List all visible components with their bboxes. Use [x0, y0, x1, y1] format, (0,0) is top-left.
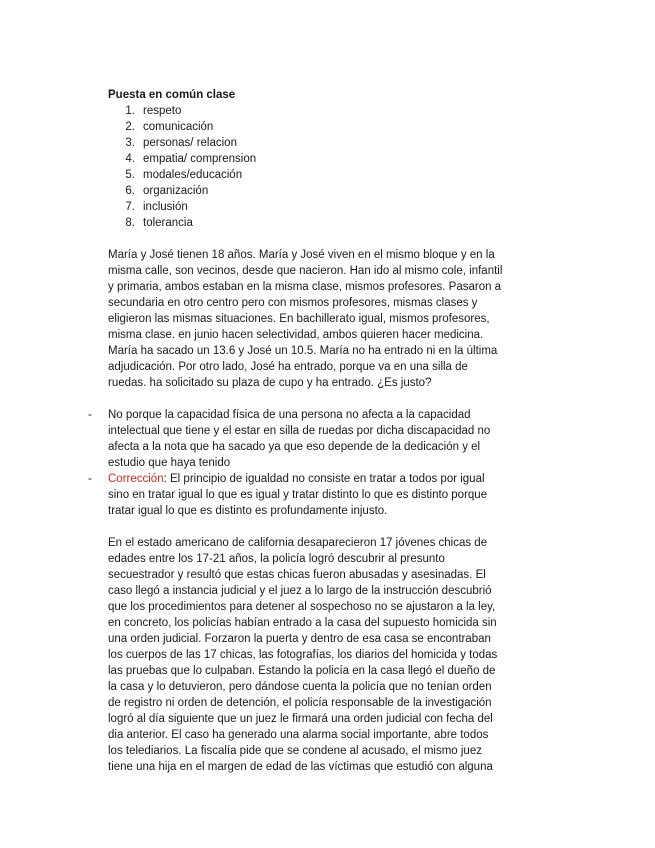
list-item	[108, 183, 256, 199]
paragraph-line: la casa y lo detuvieron, pero dándose cuenta la policía que no tenían orden	[108, 681, 492, 693]
list-number: 6.	[125, 185, 135, 197]
paragraph-line: en concreto, los policías habían entrado a la casa del supuesto homicida sin	[108, 617, 497, 629]
list-item	[108, 119, 256, 135]
paragraph-line: secuestrador y resultó que estas chicas fueron abusadas y asesinadas. El	[108, 569, 486, 581]
bullet-text	[108, 471, 508, 519]
bullet-line: estudio que haya tenido	[108, 457, 231, 469]
document-title: Puesta en común clase	[108, 89, 236, 101]
paragraph-line: logró al día siguiente que un juez le firmará una orden judicial con fecha del	[108, 713, 493, 725]
list-item	[108, 215, 256, 231]
bullet-line: afecta a la nota que ha sacado ya que eso depende de la dedicación y el	[108, 441, 481, 453]
numbered-list	[108, 103, 256, 231]
paragraph-line: una orden judicial. Forzaron la puerta y dentro de esa casa se encontraban	[108, 633, 491, 645]
paragraph-line: adjudicación. Por otro lado, José ha entrado, porque va en una silla de	[108, 361, 468, 373]
list-number: 3.	[125, 137, 135, 149]
bullet-line: sino en tratar igual lo que es igual y tratar distinto lo que es distinto porque	[108, 489, 488, 501]
paragraph-line: los telediarios. La fiscalía pide que se condene al acusado, el mismo juez	[108, 745, 482, 757]
bullet-line: No porque la capacidad física de una persona no afecta a la capacidad	[108, 409, 471, 421]
list-text: empatia/ comprension	[143, 153, 257, 165]
list-text: personas/ relacion	[143, 137, 237, 149]
list-item	[108, 103, 256, 119]
list-number: 7.	[125, 201, 135, 213]
bullet-text	[108, 407, 508, 471]
paragraph-line: tiene una hija en el margen de edad de las víctimas que estudió con alguna	[108, 761, 493, 773]
list-item	[108, 167, 256, 183]
list-item	[108, 199, 256, 215]
paragraph-line: los cuerpos de las 17 chicas, las fotografías, los diarios del homicida y todas	[108, 649, 498, 661]
paragraph-line: de registro ni orden de detención, el policía responsable de la investigación	[108, 697, 492, 709]
list-number: 5.	[125, 169, 135, 181]
paragraph-line: secundaria en otro centro pero con mismos profesores, mismas clases y	[108, 297, 478, 309]
bullet-line: tratar igual lo que es distinto es profundamente injusto.	[108, 505, 388, 517]
list-text: organización	[143, 185, 209, 197]
paragraph-line: dia anterior. El caso ha generado una alarma social importante, abre todos	[108, 729, 489, 741]
bullet-line	[108, 471, 508, 487]
paragraph-line: que los procedimientos para detener al sospechoso no se ajustaron a la ley,	[108, 601, 496, 613]
bullet-dash: -	[88, 473, 92, 485]
answer-bullets	[88, 407, 528, 519]
bullet-correction	[88, 471, 528, 519]
paragraph-line: caso llegó a instancia judicial y el juez a lo largo de la instrucción descubrió	[108, 585, 492, 597]
list-text: respeto	[143, 105, 182, 117]
bullet-line: intelectual que tiene y el estar en silla de ruedas por dicha discapacidad no	[108, 425, 491, 437]
list-text: inclusión	[143, 201, 188, 213]
bullet-dash: -	[88, 409, 92, 421]
list-text: tolerancia	[143, 217, 193, 229]
list-number: 4.	[125, 153, 135, 165]
paragraph-line: misma clase. en junio hacen selectividad, ambos quieren hacer medicina.	[108, 329, 484, 341]
paragraph-line: las pruebas que lo culpaban. Estando la policía en la casa llegó el dueño de	[108, 665, 496, 677]
list-number: 1.	[125, 105, 135, 117]
paragraph-line: misma calle, son vecinos, desde que nacieron. Han ido al mismo cole, infantil	[108, 265, 503, 277]
paragraph-line: María y José tienen 18 años. María y José viven en el mismo bloque y en la	[108, 249, 495, 261]
list-number: 8.	[125, 217, 135, 229]
correction-label: Corrección	[108, 473, 164, 485]
list-text: comunicación	[143, 121, 214, 133]
list-item	[108, 151, 256, 167]
list-number: 2.	[125, 121, 135, 133]
paragraph-line: ruedas. ha solicitado su plaza de cupo y ha entrado. ¿Es justo?	[108, 377, 432, 389]
paragraph-line: eligieron las mismas situaciones. En bachillerato igual, mismos profesores,	[108, 313, 490, 325]
paragraph-case-california	[108, 535, 523, 775]
list-text: modales/educación	[143, 169, 243, 181]
paragraph-line: y primaria, ambos estaban en la misma clase, mismos profesores. Pasaron a	[108, 281, 502, 293]
list-item	[108, 135, 256, 151]
paragraph-line: edades entre los 17-21 años, la policía logró descubrir al presunto	[108, 553, 445, 565]
paragraph-line: María ha sacado un 13.6 y José un 10.5. María no ha entrado ni en la última	[108, 345, 498, 357]
bullet-answer	[88, 407, 528, 471]
paragraph-case-maria-jose	[108, 247, 523, 391]
paragraph-line: En el estado americano de california desaparecieron 17 jóvenes chicas de	[108, 537, 488, 549]
correction-first-line: : El principio de igualdad no consiste en tratar a todos por igual	[163, 473, 485, 485]
